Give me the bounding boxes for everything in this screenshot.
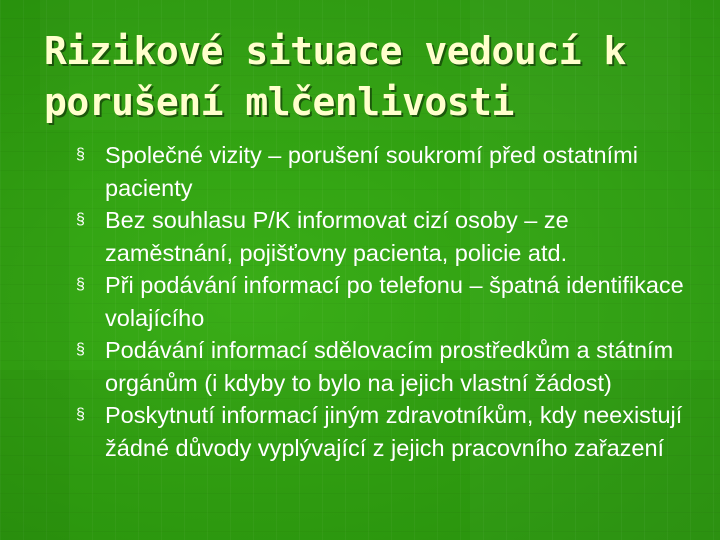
bullet-item bbox=[76, 204, 696, 269]
section-sign-bullet-icon: § bbox=[76, 146, 85, 163]
bullet-item bbox=[76, 269, 696, 334]
bullet-item bbox=[76, 399, 696, 464]
bullet-text: Společné vizity – porušení soukromí před ostatními pacienty bbox=[105, 142, 638, 201]
slide-title-line-1: Rizikové situace vedoucí k bbox=[44, 29, 626, 73]
section-sign-bullet-icon: § bbox=[76, 406, 85, 423]
bullet-text: Podávání informací sdělovacím prostředkům a státním orgánům (i kdyby to bylo na jejich vlastní žádost) bbox=[105, 337, 674, 396]
bullet-text: Při podávání informací po telefonu – špatná identifikace volajícího bbox=[105, 272, 684, 331]
slide-title bbox=[44, 26, 694, 128]
section-sign-bullet-icon: § bbox=[76, 276, 85, 293]
bullet-text: Poskytnutí informací jiným zdravotníkům, kdy neexistují žádné důvody vyplývající z jejich pracovního zařazení bbox=[105, 402, 683, 461]
section-sign-bullet-icon: § bbox=[76, 341, 85, 358]
bullet-item bbox=[76, 139, 696, 204]
bullet-list bbox=[76, 139, 696, 464]
section-sign-bullet-icon: § bbox=[76, 211, 85, 228]
bullet-item bbox=[76, 334, 696, 399]
slide-title-line-2: porušení mlčenlivosti bbox=[44, 80, 514, 124]
bullet-text: Bez souhlasu P/K informovat cizí osoby – ze zaměstnání, pojišťovny pacienta, policie atd. bbox=[105, 207, 569, 266]
